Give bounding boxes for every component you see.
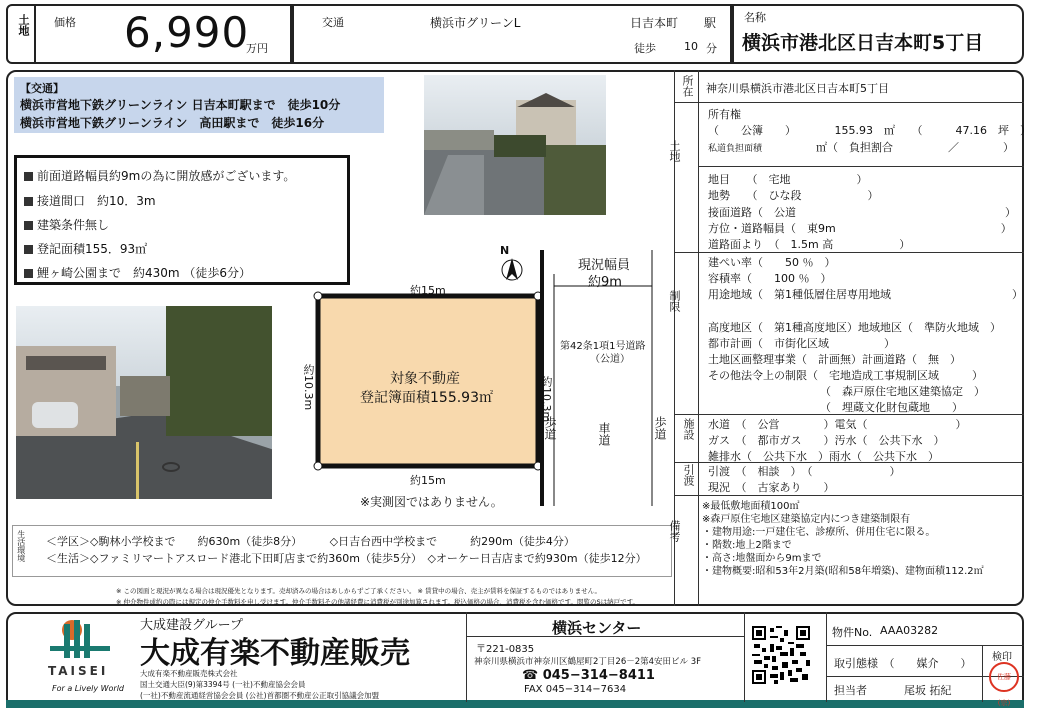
handover-label: 引渡: [682, 464, 695, 486]
lot-area: 登記簿面積155.93㎡: [360, 390, 493, 406]
restrict-label: [676, 290, 696, 312]
other-row-1: その他法令上の制限（ 宅地造成工事規制区域 ）: [708, 369, 983, 382]
chimoku-row: 地目 （ 宅地 ）: [708, 173, 868, 186]
road-type: 第42条1項1号道路: [560, 341, 646, 352]
address-label: 所在: [681, 75, 694, 97]
map-note: ※実測図ではありません。: [360, 495, 503, 509]
kukaku-row: 土地区画整理事業（ 計画無）計画道路（ 無 ）: [708, 353, 961, 366]
private-road-row: 私道負担面積 ㎡（ 負担割合 ／ ）: [708, 141, 1015, 154]
disclaimer-2: ※ 仲介物件成約の際には規定の仲介手数料を申し受けます。仲介手数料その他諸経費に消費税が別途加算されます。税込価格の場合、消費税を含む価格です。閲覧のSは納戸です。: [116, 598, 640, 606]
company-info-3: (一社)不動産流通経営協会会員 (公社)首都圏不動産公正取引協議会加盟: [140, 691, 380, 700]
transport-line1: 横浜市営地下鉄グリーンライン 日吉本町駅まで 徒歩10分: [20, 98, 341, 112]
top-length: 約15m: [410, 284, 446, 297]
postal-code: 〒221-0835: [476, 644, 535, 655]
remark-item: ・建物用途:一戸建住宅、診療所、併用住宅に限る。: [702, 527, 936, 538]
logo-text: TAISEI: [48, 664, 109, 678]
lot-title: 対象不動産: [390, 371, 460, 387]
footer-band: [6, 700, 1024, 708]
company-name: 大成有楽不動産販売: [140, 636, 410, 671]
remark-item: ・高さ:地盤面から9mまで: [702, 553, 822, 564]
road-width-value: 約9m: [588, 275, 622, 290]
hikiwatashi-row: 引渡 （ 相談 ） （ ）: [708, 465, 901, 478]
station-suffix: 駅: [704, 16, 717, 30]
left-length: 約10.3m: [302, 364, 315, 411]
site-photo-road: [16, 306, 272, 499]
phone-number: ☎ 045−314−8411: [522, 668, 655, 683]
feature-item: 鯉ヶ崎公園まで 約430m （徒歩6分）: [24, 264, 251, 281]
life-shops: ＜生活＞◇ファミリマートアスロード港北下田町店まで約360m（徒歩5分） ◇オーケー日吉店まで約930m（徒歩12分）: [46, 552, 647, 565]
genkyo-row: 現況 （ 古家あり ）: [708, 481, 835, 494]
fax-number: FAX 045−314−7634: [524, 684, 627, 695]
kenin-label: 検印: [992, 652, 1012, 663]
road-width-label: 現況幅員: [578, 258, 631, 273]
tantou-label: 担当者: [834, 684, 867, 697]
north-label: N: [500, 244, 510, 257]
transport-line2: 横浜市営地下鉄グリーンライン 高田駅まで 徒歩16分: [20, 116, 325, 130]
right-length: 約10.3m: [540, 376, 553, 423]
height-row: 道路面より （ 1.5m 高 ）: [708, 238, 911, 251]
walk-min: 10: [684, 40, 698, 53]
price-value: 6,990: [124, 8, 250, 57]
disclaimer-1: ※ この図面と現況が異なる場合は現況優先となります。売却済みの場合はあしからずご了承ください。 ※ 賃貸中の場合、売主が賃料を保証するものではありません。: [116, 587, 601, 595]
other-row-3: （ 埋蔵文化財包蔵地 ）: [820, 401, 963, 414]
name-value: 横浜市港北区日吉本町5丁目: [742, 32, 984, 54]
center-address: 神奈川県横浜市神奈川区鶴屋町2丁目26－2第4安田ビル 3F: [474, 657, 702, 667]
site-photo-street: [424, 75, 606, 215]
direction-row: 方位・道路幅員（ 東9m ）: [708, 222, 1012, 235]
center-name: 横浜センター: [552, 619, 642, 637]
remark-item: ※森戸原住宅地区建築協定内につき建築制限有: [702, 514, 911, 525]
gas-row: ガス （ 都市ガス ）汚水（ 公共下水 ）: [708, 434, 945, 447]
remark-item: ・建物概要:昭和53年2月築(昭和58年増築)、建物面積112.2㎡: [702, 566, 984, 577]
other-row-2: （ 森戸原住宅地区建築協定 ）: [820, 385, 985, 398]
ownership: 所有権: [708, 108, 741, 121]
transport-header-box: [292, 4, 732, 64]
toshi-row: 都市計画（ 市街化区域 ）: [708, 337, 895, 350]
phone-icon: ☎: [522, 668, 543, 683]
qr-code-icon: [752, 626, 810, 684]
price-unit: 万円: [246, 42, 268, 55]
land-label: [676, 140, 696, 162]
remark-item: ※最低敷地面積100㎡: [702, 501, 800, 512]
price-label: 価格: [54, 16, 76, 29]
life-school: ＜学区＞◇駒林小学校まで 約630m（徒歩8分） ◇日吉台西中学校まで 約290m（徒歩4分）: [46, 535, 575, 548]
sidewalk-left: 歩道: [543, 416, 557, 440]
company-info-2: 国土交通大臣(9)第3394号 (一社)不動産協会会員: [140, 680, 306, 689]
bukken-number: AAA03282: [880, 624, 939, 637]
line-name: 横浜市グリーンL: [430, 16, 521, 30]
feature-item: 登記面積155．93㎡: [24, 240, 147, 257]
torihiki-row: 取引態様 （ 媒介 ）: [834, 657, 972, 670]
sidewalk-right: 歩道: [653, 416, 667, 440]
youseki-row: 容積率（ 100 ％ ）: [708, 272, 832, 285]
station-name: 日吉本町: [630, 16, 679, 30]
group-name: 大成建設グループ: [140, 618, 243, 633]
feature-item: 前面道路幅員約9mの為に開放感がございます。: [24, 167, 295, 184]
feature-item: 接道間口 約10．3m: [24, 192, 156, 209]
youto-row: 用途地域（ 第1種低層住居専用地域 ）: [708, 288, 1023, 301]
kenpei-row: 建ぺい率（ 50 ％ ）: [708, 256, 836, 269]
life-label: 生活環境: [16, 530, 26, 562]
approval-stamp: 佐藤(宗): [989, 662, 1019, 692]
water-row: 水道 （ 公営 ）電気（ ）: [708, 418, 967, 431]
bukken-label: 物件No.: [832, 626, 873, 639]
bottom-length: 約15m: [410, 474, 446, 487]
tantou-name: 尾坂 拓紀: [904, 684, 952, 697]
name-label: 名称: [744, 11, 766, 24]
drain-row: 雑排水（ 公共下水 ）雨水（ 公共下水 ）: [708, 450, 939, 463]
road-row: 接面道路（ 公道 ）: [708, 206, 1016, 219]
company-info-1: 大成有楽不動産販売株式会社: [140, 669, 238, 678]
land-area-row: （ 公簿 ） 155.93 ㎡ （ 47.16 坪 ）: [708, 124, 1031, 137]
remarks-label: [676, 520, 696, 542]
taisei-logo-icon: [44, 618, 116, 662]
walk-label: 徒歩: [634, 42, 656, 55]
transport-label: 交通: [322, 16, 344, 29]
address-value: 神奈川県横浜市港北区日吉本町5丁目: [706, 82, 889, 95]
facility-label: 施設: [682, 418, 695, 440]
logo-tagline: For a Lively World: [52, 684, 125, 693]
walk-unit: 分: [706, 42, 717, 55]
chisei-row: 地勢 （ ひな段 ）: [708, 189, 879, 202]
transport-box-title: 【交通】: [20, 82, 64, 95]
feature-item: 建築条件無し: [24, 216, 109, 233]
remark-item: ・階数:地上2階まで: [702, 540, 792, 551]
carriageway: 車道: [597, 422, 611, 446]
type-label: 土地: [17, 14, 30, 36]
koudo-row: 高度地区（ 第1種高度地区）地域地区（ 準防火地域 ）: [708, 321, 1001, 334]
road-public: （公道）: [590, 354, 630, 365]
